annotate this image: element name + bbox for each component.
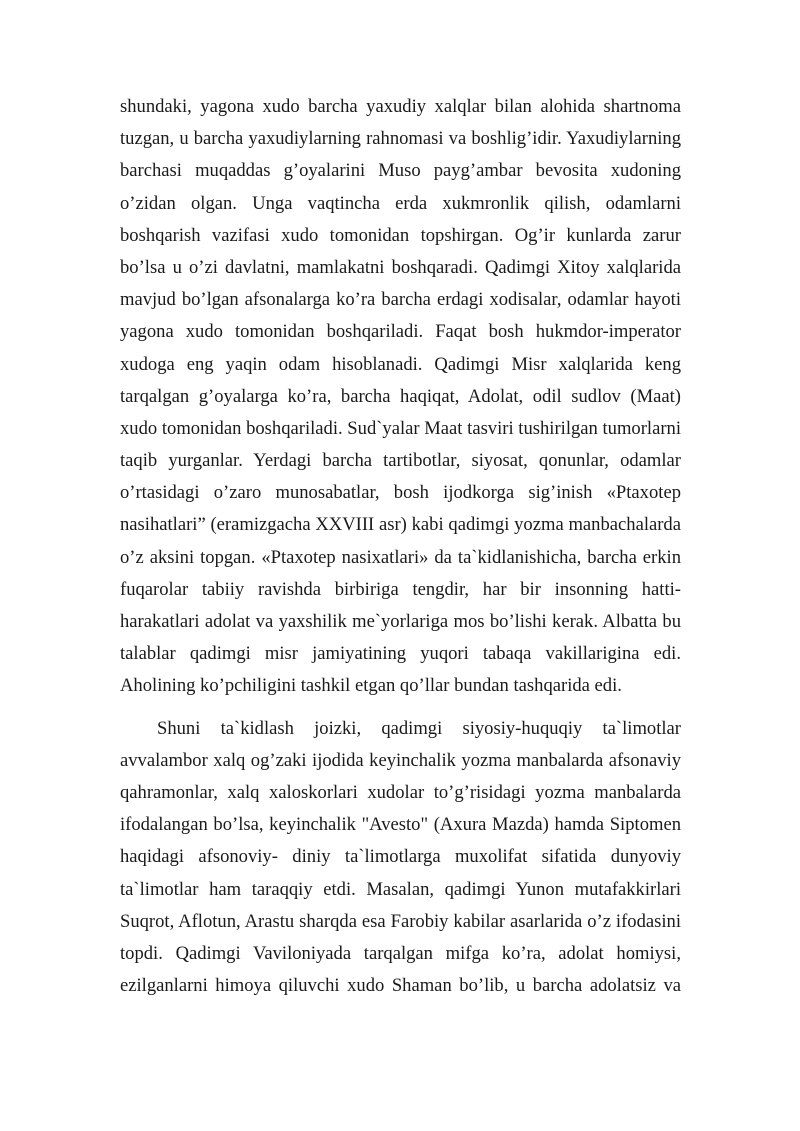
paragraph-1 — [120, 91, 681, 703]
text-line: talablar qadimgi misr jamiyatining yuqori tabaqa vakillarigina edi. — [120, 643, 681, 665]
paragraph-2 — [120, 713, 681, 1003]
text-line: topdi. Qadimgi Vaviloniyada tarqalgan mifga ko’ra, adolat homiysi, — [120, 942, 681, 964]
text-line: ezilganlarni himoya qiluvchi xudo Shaman bo’lib, u barcha adolatsiz va — [120, 975, 681, 997]
text-line: xudo tomonidan boshqariladi. Sud`yalar Maat tasviri tushirilgan tumorlarni — [120, 417, 681, 439]
body-text — [120, 91, 681, 1002]
text-line: xudoga eng yaqin odam hisoblanadi. Qadimgi Misr xalqlarida keng — [120, 353, 681, 375]
text-line: Shuni ta`kidlash joizki, qadimgi siyosiy-huquqiy ta`limotlar — [157, 717, 681, 739]
text-line: haqidagi afsonoviy- diniy ta`limotlarga muxolifat sifatida dunyoviy — [120, 846, 681, 868]
text-line: o’z aksini topgan. «Ptaxotep nasixatlari» da ta`kidlanishicha, barcha erkin — [120, 546, 681, 568]
text-line: harakatlari adolat va yaxshilik me`yorlariga mos bo’lishi kerak. Albatta bu — [120, 611, 681, 632]
text-line: ta`limotlar ham taraqqiy etdi. Masalan, qadimgi Yunon mutafakkirlari — [120, 878, 681, 900]
text-line: ifodalangan bo’lsa, keyinchalik "Avesto" (Axura Mazda) hamda Siptomen — [120, 814, 681, 836]
text-line: avvalambor xalq og’zaki ijodida keyinchalik yozma manbalarda afsonaviy — [120, 749, 681, 771]
text-line: qahramonlar, xalq xaloskorlari xudolar to’g’risidagi yozma manbalarda — [120, 781, 681, 803]
text-line: yagona xudo tomonidan boshqariladi. Faqat bosh hukmdor-imperator — [120, 321, 681, 343]
text-line: shundaki, yagona xudo barcha yaxudiy xalqlar bilan alohida shartnoma — [120, 96, 681, 117]
text-line: bo’lsa u o’zi davlatni, mamlakatni boshqaradi. Qadimgi Xitoy xalqlarida — [120, 256, 681, 278]
text-line: o’zidan olgan. Unga vaqtincha erda xukmronlik qilish, odamlarni — [120, 192, 681, 214]
text-line: fuqarolar tabiiy ravishda birbiriga tengdir, har bir insonning hatti- — [120, 578, 681, 600]
text-line: o’rtasidagi o’zaro munosabatlar, bosh ijodkorga sig’inish «Ptaxotep — [120, 482, 681, 504]
text-line: boshqarish vazifasi xudo tomonidan topshirgan. Og’ir kunlarda zarur — [120, 224, 681, 246]
text-line: nasihatlari” (eramizgacha XXVIII asr) kabi qadimgi yozma manbachalarda — [120, 514, 681, 536]
text-line: tuzgan, u barcha yaxudiylarning rahnomasi va boshlig’idir. Yaxudiylarning — [120, 128, 681, 150]
text-line: taqib yurganlar. Yerdagi barcha tartibotlar, siyosat, qonunlar, odamlar — [120, 450, 681, 472]
text-line: barchasi muqaddas g’oyalarini Muso payg’ambar bevosita xudoning — [120, 160, 681, 182]
text-line: mavjud bo’lgan afsonalarga ko’ra barcha erdagi xodisalar, odamlar hayoti — [120, 289, 681, 311]
text-line: Suqrot, Aflotun, Arastu sharqda esa Farobiy kabilar asarlarida o’z ifodasini — [120, 910, 681, 932]
text-line: tarqalgan g’oyalarga ko’ra, barcha haqiqat, Adolat, odil sudlov (Maat) — [120, 385, 681, 407]
text-line: Aholining ko’pchiligini tashkil etgan qo’llar bundan tashqarida edi. — [120, 675, 622, 697]
